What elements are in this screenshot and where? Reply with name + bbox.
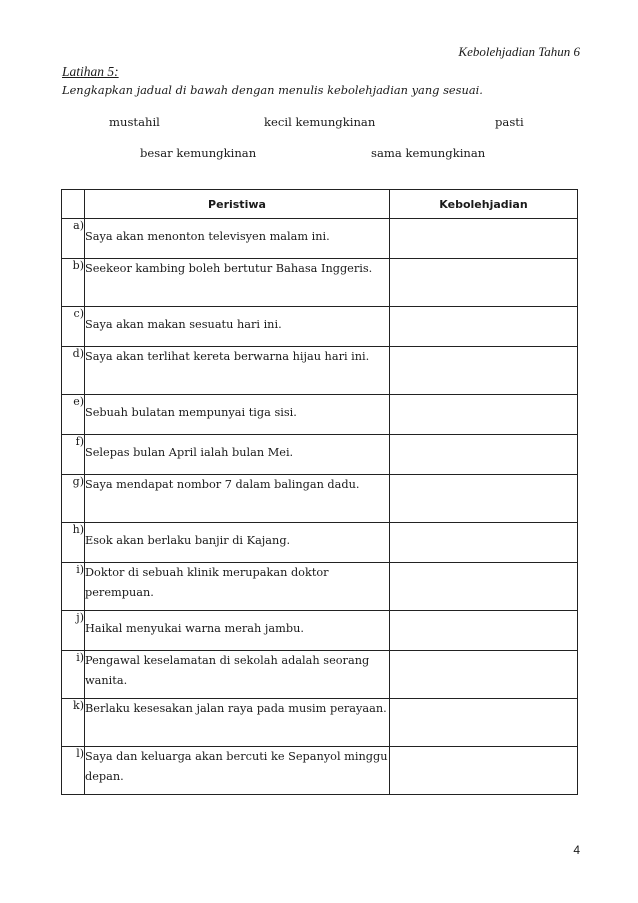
event-text: Haikal menyukai warna merah jambu. — [85, 611, 390, 651]
header-peristiwa: Peristiwa — [85, 190, 390, 219]
row-label: e) — [62, 395, 85, 435]
event-text: Selepas bulan April ialah bulan Mei. — [85, 435, 390, 475]
row-label: g) — [62, 475, 85, 523]
answer-cell[interactable] — [390, 435, 578, 475]
event-text: Saya akan menonton televisyen malam ini. — [85, 219, 390, 259]
table-header-row — [62, 190, 578, 219]
answer-cell[interactable] — [390, 563, 578, 611]
answer-cell[interactable] — [390, 347, 578, 395]
table-row — [62, 747, 578, 795]
page-number: 4 — [573, 843, 580, 857]
row-label: i) — [62, 651, 85, 699]
option-pasti: pasti — [495, 115, 524, 129]
header-kebolehjadian: Kebolehjadian — [390, 190, 578, 219]
exercise-title: Latihan 5: — [62, 64, 119, 79]
table-row — [62, 651, 578, 699]
answer-cell[interactable] — [390, 747, 578, 795]
option-besar-kemungkinan: besar kemungkinan — [140, 146, 257, 160]
instruction-text: Lengkapkan jadual di bawah dengan menulis kebolehjadian yang sesuai. — [62, 83, 483, 97]
table-row — [62, 523, 578, 563]
row-label: k) — [62, 699, 85, 747]
table-row — [62, 259, 578, 307]
probability-table — [61, 189, 578, 795]
header-label-cell — [62, 190, 85, 219]
option-sama-kemungkinan: sama kemungkinan — [371, 146, 486, 160]
event-text: Esok akan berlaku banjir di Kajang. — [85, 523, 390, 563]
row-label: c) — [62, 307, 85, 347]
answer-cell[interactable] — [390, 219, 578, 259]
row-label: l) — [62, 747, 85, 795]
answer-cell[interactable] — [390, 475, 578, 523]
row-label: h) — [62, 523, 85, 563]
table-row — [62, 219, 578, 259]
event-text: Saya akan makan sesuatu hari ini. — [85, 307, 390, 347]
table-row — [62, 307, 578, 347]
table-row — [62, 395, 578, 435]
row-label: a) — [62, 219, 85, 259]
event-text: Saya mendapat nombor 7 dalam balingan dadu. — [85, 475, 390, 523]
event-text: Saya akan terlihat kereta berwarna hijau hari ini. — [85, 347, 390, 395]
row-label: f) — [62, 435, 85, 475]
event-text: Saya dan keluarga akan bercuti ke Sepanyol minggu depan. — [85, 747, 390, 795]
option-mustahil: mustahil — [109, 115, 160, 129]
answer-cell[interactable] — [390, 651, 578, 699]
table-row — [62, 435, 578, 475]
event-text: Sebuah bulatan mempunyai tiga sisi. — [85, 395, 390, 435]
table-row — [62, 475, 578, 523]
event-text: Doktor di sebuah klinik merupakan doktor perempuan. — [85, 563, 390, 611]
answer-cell[interactable] — [390, 307, 578, 347]
table-row — [62, 611, 578, 651]
row-label: j) — [62, 611, 85, 651]
table-row — [62, 699, 578, 747]
answer-cell[interactable] — [390, 611, 578, 651]
row-label: i) — [62, 563, 85, 611]
row-label: b) — [62, 259, 85, 307]
event-text: Seekeor kambing boleh bertutur Bahasa Inggeris. — [85, 259, 390, 307]
table-row — [62, 563, 578, 611]
answer-cell[interactable] — [390, 259, 578, 307]
answer-cell[interactable] — [390, 699, 578, 747]
answer-cell[interactable] — [390, 523, 578, 563]
answer-cell[interactable] — [390, 395, 578, 435]
table-row — [62, 347, 578, 395]
event-text: Berlaku kesesakan jalan raya pada musim perayaan. — [85, 699, 390, 747]
event-text: Pengawal keselamatan di sekolah adalah seorang wanita. — [85, 651, 390, 699]
option-kecil-kemungkinan: kecil kemungkinan — [264, 115, 376, 129]
page-header: Kebolehjadian Tahun 6 — [458, 44, 580, 59]
row-label: d) — [62, 347, 85, 395]
